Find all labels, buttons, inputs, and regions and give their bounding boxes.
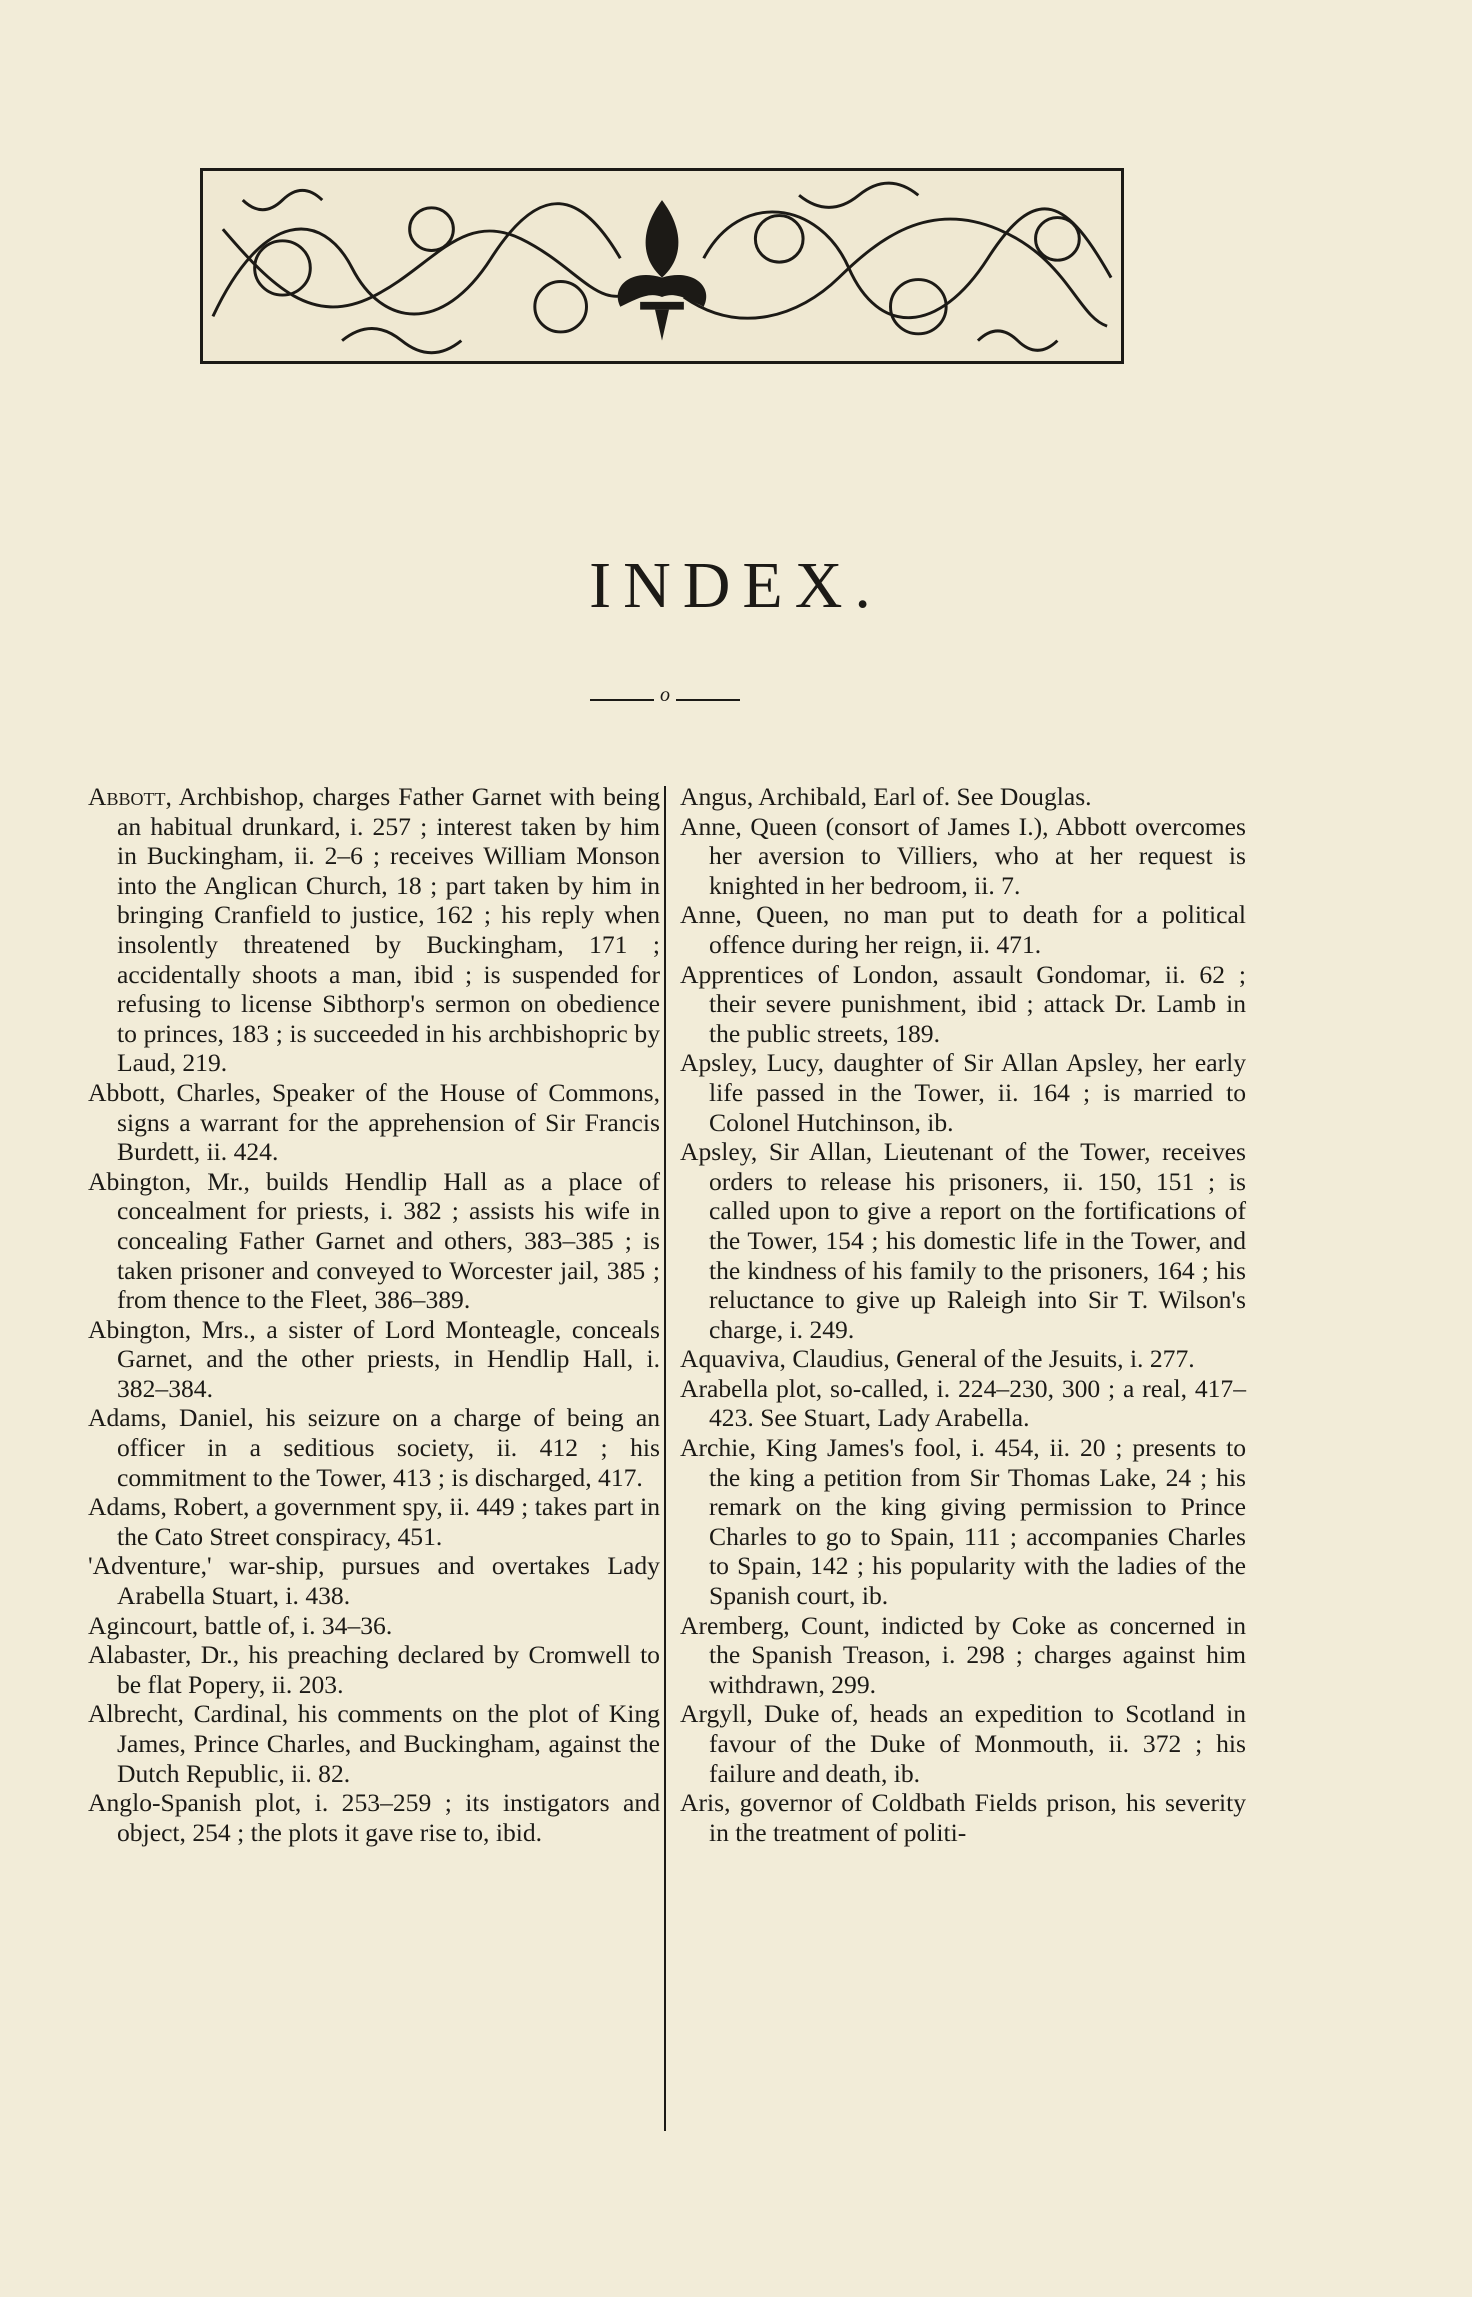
index-entry (88, 1078, 660, 1167)
entry-head: Apsley, (680, 1137, 758, 1167)
entry-body: of London, assault Gondomar, ii. 62 ; their severe punishment, ibid ; attack Dr. Lamb in the public streets, 189. (709, 959, 1246, 1048)
title-rule (590, 684, 740, 708)
index-entry (680, 1433, 1246, 1611)
index-entry (680, 812, 1246, 901)
entry-body: Sir Allan, Lieutenant of the Tower, receives orders to release his prisoners, ii. 150, 151 ; is called upon to give a report on the fortifications of the Tower, 154 ; his domestic life in the Tower, and the kindness of his family to the prisoners, 164 ; his reluctance to give up Raleigh into Sir T. Wilson's charge, i. 249. (709, 1137, 1246, 1344)
entry-body: Dr., his preaching declared by Cromwell to be flat Popery, ii. 203. (117, 1640, 660, 1699)
column-divider (664, 786, 666, 2131)
entry-body: battle of, i. 34–36. (204, 1610, 393, 1640)
index-entry (680, 782, 1246, 812)
index-entry (88, 1403, 660, 1492)
entry-head: Adams, (88, 1403, 167, 1433)
entry-body: Count, indicted by Coke as concerned in the Spanish Treason, i. 298 ; charges against him withdrawn, 299. (709, 1610, 1246, 1699)
entry-head: Anne, (680, 900, 742, 930)
entry-head: Alabaster, (88, 1640, 192, 1670)
entry-body: war-ship, pursues and overtakes Lady Arabella Stuart, i. 438. (117, 1551, 660, 1611)
entry-body: Cardinal, his comments on the plot of King James, Prince Charles, and Buckingham, against the Dutch Republic, ii. 82. (117, 1699, 660, 1788)
entry-head: Anne, (680, 811, 742, 841)
index-entry (88, 1315, 660, 1404)
entry-head: Apsley, (680, 1048, 758, 1078)
rule-line-right (676, 699, 740, 701)
entry-head: 'Adventure,' (88, 1551, 212, 1581)
index-entry (680, 1137, 1246, 1344)
entry-head: Anglo-Spanish (88, 1788, 242, 1818)
index-entry (680, 1788, 1246, 1847)
index-entry (88, 1640, 660, 1699)
entry-head: Adams, (88, 1492, 167, 1522)
index-entry (88, 1167, 660, 1315)
rule-line-left (590, 699, 654, 701)
index-entry (88, 1611, 660, 1641)
entry-head: Abington, (88, 1314, 192, 1344)
rule-mark: o (660, 684, 670, 706)
entry-body: Archibald, Earl of. See Douglas. (758, 782, 1092, 811)
entry-head: Abbott, (88, 1077, 166, 1107)
entry-body: Mr., builds Hendlip Hall as a place of concealment for priests, i. 382 ; assists his wife in concealing Father Garnet and others, 383–385 ; is taken prisoner and conveyed to Worcester jail, 385 ; from thence to the Fleet, 386–389. (117, 1166, 661, 1315)
entry-body: governor of Coldbath Fields prison, his severity in the treatment of politi- (709, 1788, 1247, 1847)
entry-head: Argyll, (680, 1699, 753, 1729)
entry-head: Aquaviva, (680, 1344, 786, 1374)
entry-head: Aris, (680, 1788, 731, 1818)
index-entry (680, 960, 1246, 1049)
entry-head: Agincourt, (88, 1610, 199, 1640)
index-entry (88, 1788, 660, 1847)
entry-head: Angus, (680, 782, 754, 811)
index-entry (88, 782, 660, 1078)
entry-body: Claudius, General of the Jesuits, i. 277. (792, 1344, 1195, 1374)
index-column-left (88, 782, 660, 1847)
index-entry (680, 1048, 1246, 1137)
entry-body: Robert, a government spy, ii. 449 ; takes part in the Cato Street conspiracy, 451. (117, 1492, 660, 1551)
entry-body: Lucy, daughter of Sir Allan Apsley, her early life passed in the Tower, ii. 164 ; is married to Colonel Hutchinson, ib. (709, 1048, 1246, 1137)
foliage-ornament-icon (203, 171, 1121, 361)
entry-body: Queen (consort of James I.), Abbott overcomes her aversion to Villiers, who at her request is knighted in her bedroom, ii. 7. (709, 811, 1246, 900)
entry-body: plot, so-called, i. 224–230, 300 ; a real, 417–423. See Stuart, Lady Arabella. (709, 1373, 1247, 1433)
index-entry (680, 1611, 1246, 1700)
index-entry (88, 1699, 660, 1788)
index-entry (680, 1344, 1246, 1374)
index-entry (88, 1551, 660, 1610)
entry-body: Duke of, heads an expedition to Scotland in favour of the Duke of Monmouth, ii. 372 ; his failure and death, ib. (709, 1699, 1246, 1788)
entry-head: Aremberg, (680, 1610, 790, 1640)
index-entry (680, 1374, 1246, 1433)
entry-body: King James's fool, i. 454, ii. 20 ; presents to the king a petition from Sir Thomas Lake, 24 ; his remark on the king giving permission to Prince Charles to go to Spain, 111 ; accompanies Charles to Spain, 142 ; his popularity with the ladies of the Spanish court, ib. (709, 1433, 1246, 1611)
entry-head: Apprentices (680, 959, 804, 989)
entry-body: Mrs., a sister of Lord Monteagle, conceals Garnet, and the other priests, in Hendlip Hall, i. 382–384. (117, 1314, 660, 1403)
index-entry (680, 900, 1246, 959)
index-entry (680, 1699, 1246, 1788)
entry-body: Archbishop, charges Father Garnet with being an habitual drunkard, i. 257 ; interest taken by him in Buckingham, ii. 2–6 ; receives William Monson into the Anglican Church, 18 ; part taken by him in bringing Cranfield to justice, 162 ; his reply when insolently threatened by Buckingham, 171 ; accidentally shoots a man, ibid ; is suspended for refusing to license Sibthorp's sermon on obedience to princes, 183 ; is succeeded in his archbishopric by Laud, 219. (117, 782, 660, 1078)
entry-head: Arabella (680, 1373, 769, 1403)
entry-body: Charles, Speaker of the House of Commons, signs a warrant for the apprehension of Sir Francis Burdett, ii. 424. (117, 1077, 660, 1167)
entry-body: Queen, no man put to death for a political offence during her reign, ii. 471. (709, 900, 1246, 959)
entry-body: Daniel, his seizure on a charge of being an officer in a seditious society, ii. 412 ; his commitment to the Tower, 413 ; is discharged, 417. (117, 1403, 660, 1492)
entry-head: Albrecht, (88, 1699, 184, 1729)
entry-body: plot, i. 253–259 ; its instigators and object, 254 ; the plots it gave rise to, ibid. (117, 1788, 660, 1847)
entry-head: Abbott, (88, 782, 172, 811)
index-entry (88, 1492, 660, 1551)
page-title: INDEX. (589, 549, 883, 622)
entry-head: Abington, (88, 1166, 192, 1196)
index-column-right (680, 782, 1246, 1847)
decorative-headpiece (200, 168, 1124, 364)
entry-head: Archie, (680, 1433, 757, 1463)
